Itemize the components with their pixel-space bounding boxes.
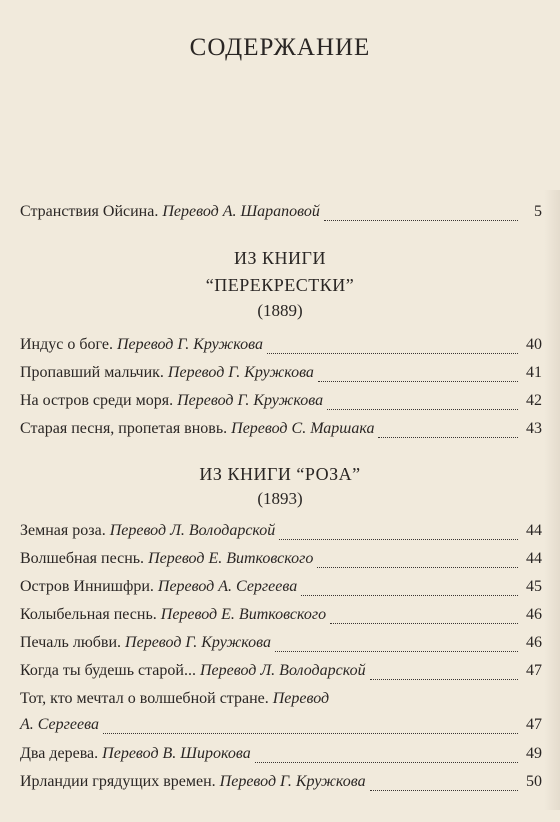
dot-leader <box>318 381 518 382</box>
toc-entry <box>20 522 542 546</box>
section-heading: “ПЕРЕКРЕСТКИ” <box>205 275 355 295</box>
toc-entry <box>20 606 542 630</box>
toc-entry <box>20 578 542 602</box>
entry-page: 40 <box>526 336 542 353</box>
toc-entry <box>20 364 542 388</box>
entry-translator: Перевод Г. Кружкова <box>116 336 263 353</box>
entry-title: Остров Иннишфри. <box>20 578 154 595</box>
dot-leader <box>378 437 518 438</box>
entry-translator: Перевод Г. Кружкова <box>167 364 314 381</box>
toc-entry <box>20 634 542 658</box>
entry-title: Два дерева. <box>20 745 99 762</box>
dot-leader <box>275 651 518 652</box>
entry-translator: Перевод А. Сергеева <box>157 578 298 595</box>
section-heading: ИЗ КНИГИ <box>234 248 326 268</box>
entry-translator: Перевод С. Маршака <box>231 420 375 437</box>
entry-title: Пропавший мальчик. <box>20 364 164 381</box>
entry-page: 45 <box>526 578 542 595</box>
entry-title: Ирландии грядущих времен. <box>20 773 216 790</box>
toc-entry <box>20 336 542 360</box>
entry-page: 41 <box>526 364 542 381</box>
entry-title: На остров среди моря. <box>20 392 174 409</box>
entry-translator: Перевод В. Широкова <box>102 745 251 762</box>
entry-page: 47 <box>526 662 542 679</box>
entry-page: 46 <box>526 606 542 623</box>
toc-entry-first-line <box>20 690 542 708</box>
dot-leader <box>370 790 518 791</box>
entry-translator: Перевод Г. Кружкова <box>219 773 366 790</box>
entry-title: Тот, кто мечтал о волшебной стране. <box>20 690 269 707</box>
entry-title: Когда ты будешь старой... <box>20 662 196 679</box>
entry-title: Земная роза. <box>20 522 106 539</box>
entry-title: Странствия Ойсина. <box>20 203 159 220</box>
toc-entry <box>20 773 542 797</box>
dot-leader <box>370 679 518 680</box>
entry-translator: Перевод Е. Витковского <box>160 606 327 623</box>
entry-page: 42 <box>526 392 542 409</box>
toc-entry <box>20 420 542 444</box>
entry-translator: Перевод А. Шараповой <box>162 203 320 220</box>
toc-entry <box>20 550 542 574</box>
entry-page: 44 <box>526 522 542 539</box>
entry-translator: Перевод Е. Витковского <box>148 550 314 567</box>
dot-leader <box>324 220 518 221</box>
entry-page: 46 <box>526 634 542 651</box>
entry-page: 50 <box>526 773 542 790</box>
entry-translator: Перевод Г. Кружкова <box>177 392 324 409</box>
entry-title: Колыбельная песнь. <box>20 606 157 623</box>
dot-leader <box>279 539 518 540</box>
toc-entry <box>20 662 542 686</box>
entry-page: 5 <box>534 203 542 220</box>
entry-title: Волшебная песнь. <box>20 550 145 567</box>
dot-leader <box>327 409 518 410</box>
entry-page: 49 <box>526 745 542 762</box>
toc-entry <box>20 745 542 769</box>
entry-title: Старая песня, пропетая вновь. <box>20 420 228 437</box>
entry-title: Печаль любви. <box>20 634 122 651</box>
section-year: (1893) <box>257 489 303 508</box>
entry-translator: Перевод Л. Володарской <box>109 522 276 539</box>
entry-translator-part: Перевод <box>272 690 330 707</box>
entry-page: 47 <box>526 716 542 733</box>
section-heading: ИЗ КНИГИ “РОЗА” <box>199 464 361 484</box>
dot-leader <box>317 567 518 568</box>
dot-leader <box>301 595 518 596</box>
page-title: СОДЕРЖАНИЕ <box>189 34 371 61</box>
section-year: (1889) <box>257 301 303 320</box>
entry-translator-part: А. Сергеева <box>20 716 99 733</box>
dot-leader <box>267 353 518 354</box>
toc-entry <box>20 203 542 227</box>
entry-translator: Перевод Г. Кружкова <box>125 634 272 651</box>
entry-title: Индус о боге. <box>20 336 113 353</box>
entry-translator: Перевод Л. Володарской <box>199 662 366 679</box>
dot-leader <box>103 733 518 734</box>
dot-leader <box>330 623 518 624</box>
toc-entry <box>20 392 542 416</box>
entry-page: 44 <box>526 550 542 567</box>
entry-page: 43 <box>526 420 542 437</box>
dot-leader <box>255 762 518 763</box>
toc-entry-second-line <box>20 716 542 740</box>
